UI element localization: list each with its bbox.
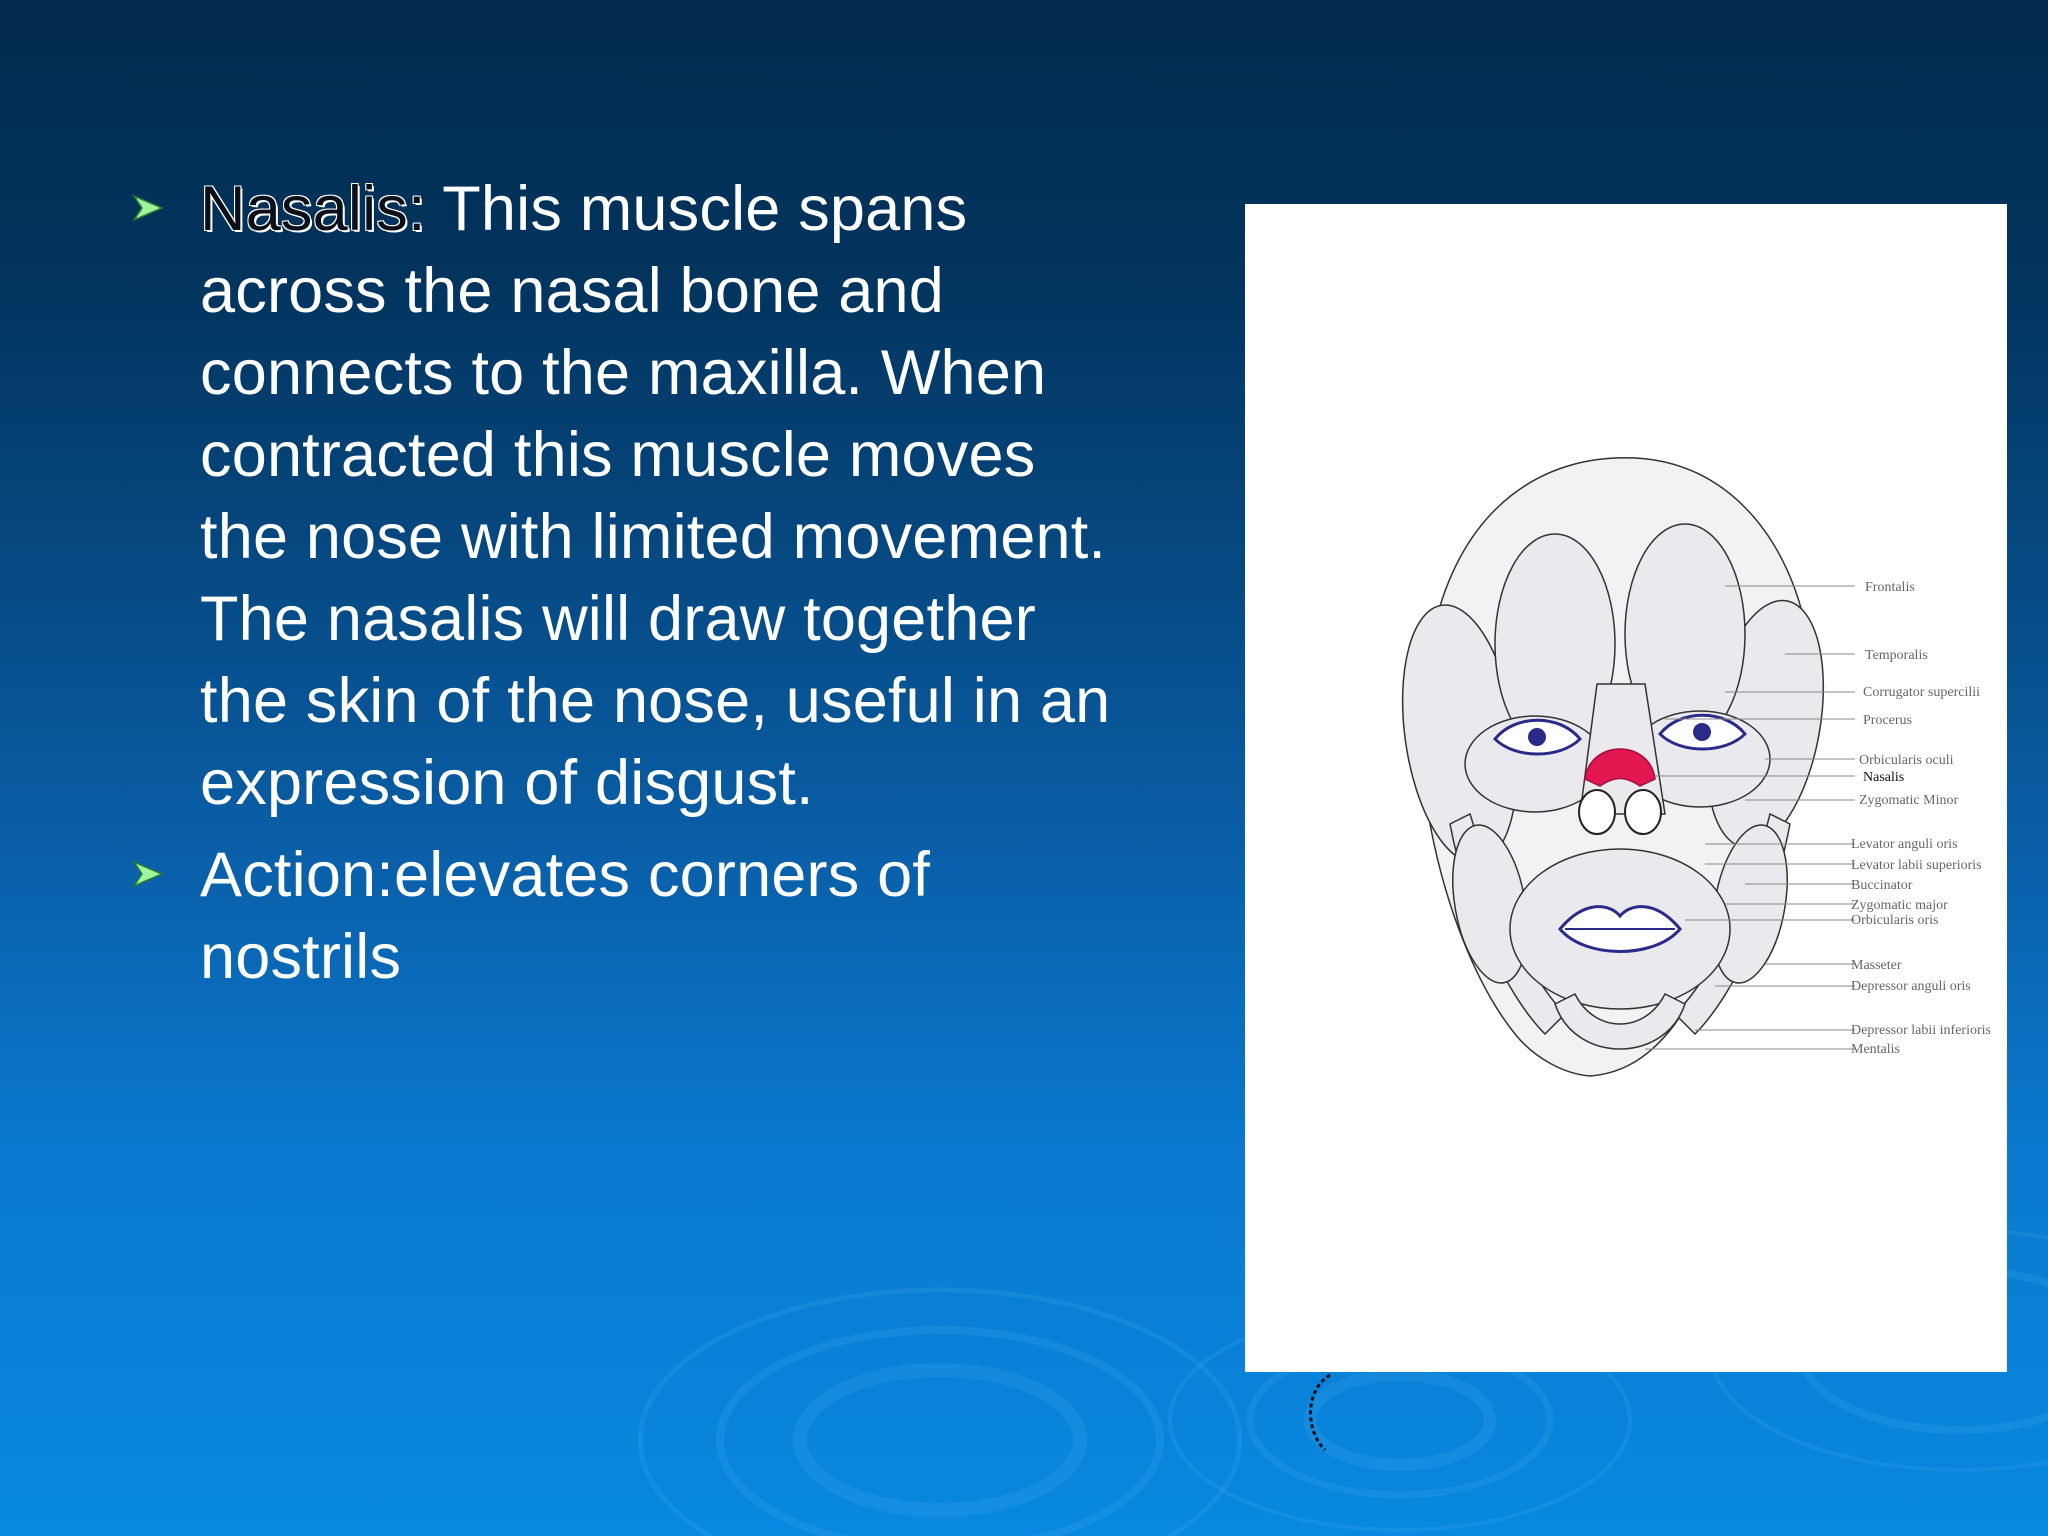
figure-label: Mentalis (1851, 1042, 1900, 1057)
figure-label: Buccinator (1851, 878, 1913, 893)
figure-label-nasalis: Nasalis (1863, 770, 1905, 785)
figure-label: Temporalis (1865, 648, 1928, 663)
bullet-list (120, 168, 1120, 1008)
facial-muscles-figure (1245, 204, 2007, 1372)
figure-label: Corrugator supercilii (1863, 685, 1981, 700)
figure-label: Depressor labii inferioris (1851, 1023, 1991, 1038)
bullet-body: This muscle spans across the nasal bone and connects to the maxilla. When contracted this muscle moves the nose with limited movement. The nasalis will draw together the skin of the nose, useful in an expression of disgust. (200, 174, 1111, 818)
bullet-text (200, 834, 1120, 998)
bullet-nasalis (120, 168, 1120, 824)
arrowhead-bullet-icon (130, 856, 166, 892)
figure-label: Levator anguli oris (1851, 837, 1958, 852)
face-muscle-illustration (1245, 204, 2007, 1372)
figure-label: Depressor anguli oris (1851, 979, 1971, 994)
figure-label: Orbicularis oculi (1859, 753, 1954, 768)
figure-label: Masseter (1851, 958, 1902, 973)
figure-label: Zygomatic Minor (1859, 793, 1959, 808)
bullet-action (120, 834, 1120, 998)
figure-label: Frontalis (1865, 580, 1915, 595)
figure-label: Levator labii superioris (1851, 858, 1982, 873)
figure-label: Orbicularis oris (1851, 913, 1939, 928)
arrowhead-bullet-icon (130, 190, 166, 226)
bullet-term: Nasalis: (200, 174, 426, 244)
figure-label: Procerus (1863, 713, 1912, 728)
bullet-text (200, 168, 1120, 824)
figure-label: Zygomatic major (1851, 898, 1948, 913)
bullet-body: Action:elevates corners of nostrils (200, 840, 931, 992)
